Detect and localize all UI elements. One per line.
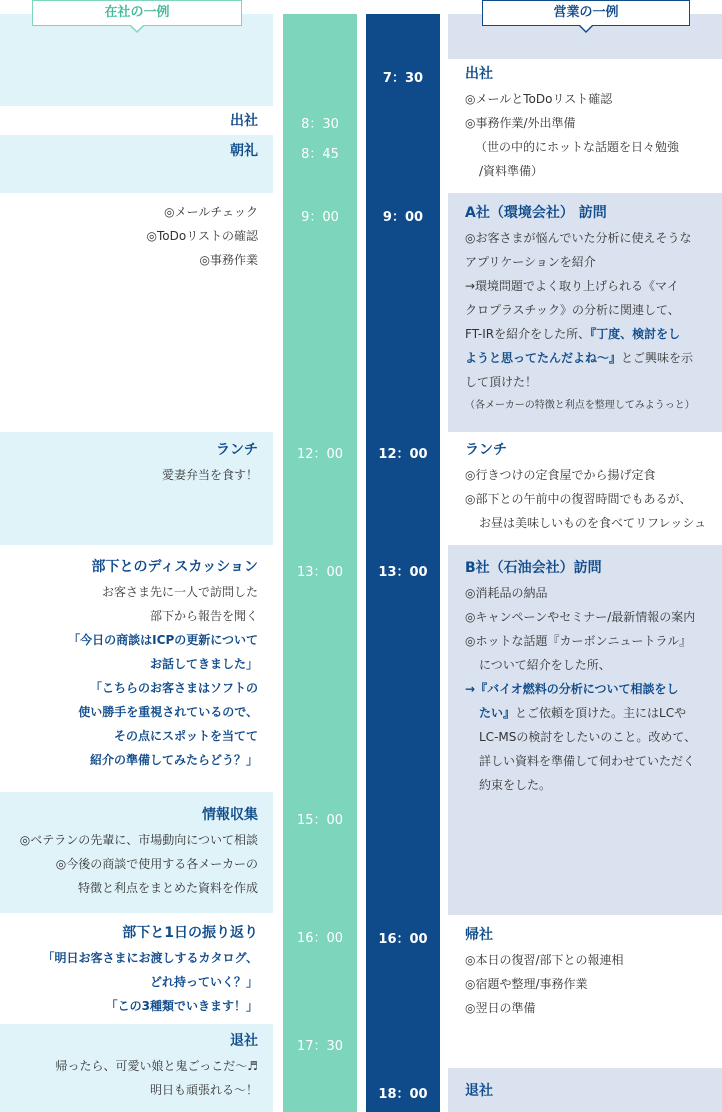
sales-visit-b-line: ◎ホットな話題『カーボンニュートラル』 (465, 634, 692, 648)
sales-return (465, 922, 715, 1020)
sales-visit-b-line: ◎消耗品の納品 (465, 586, 548, 600)
office-lunch-title: ランチ (216, 442, 258, 458)
sales-visit-b (465, 555, 715, 797)
office-discussion-quote: 「今日の商談はICPの更新について (68, 633, 258, 647)
office-task-item: ◎事務作業 (199, 253, 258, 267)
time-office: 12：00 (296, 447, 344, 462)
sales-visit-a-line (465, 322, 715, 346)
sales-arrive-line: ◎事務作業/外出準備 (465, 116, 576, 130)
sales-visit-a-note: （各メーカーの特徴と利点を整理してみようっと） (465, 400, 695, 411)
sales-visit-b-line: 約束をした。 (479, 778, 552, 792)
sales-arrive-title: 出社 (465, 66, 493, 82)
time-office: 15：00 (296, 813, 344, 828)
sales-visit-b-line: LC-MSの検討をしたいのこと。改めて、 (479, 730, 697, 744)
sales-return-line: ◎本日の復習/部下との報連相 (465, 953, 624, 967)
time-sales: 18：00 (378, 1087, 428, 1102)
office-discussion-line: 部下から報告を聞く (149, 609, 258, 623)
office-lunch (162, 437, 258, 487)
office-info-line: 特徴と利点をまとめた資料を作成 (77, 881, 258, 895)
time-office: 13：00 (296, 565, 344, 580)
office-arrive (230, 108, 258, 134)
office-discussion-quote: お話してきました」 (149, 657, 258, 671)
office-discussion-title: 部下とのディスカッション (91, 559, 258, 575)
sales-leave-title: 退社 (465, 1083, 493, 1099)
sales-arrive-sub: （世の中的にホットな話題を日々勉強 (475, 140, 680, 154)
office-task-item: ◎ToDoリストの確認 (146, 229, 258, 243)
time-office: 9：00 (301, 210, 339, 225)
office-leave-line: 帰ったら、可愛い娘と鬼ごっこだ〜♬ (55, 1059, 258, 1073)
office-discussion-quote: 「こちらのお客さまはソフトの (89, 681, 258, 695)
sales-visit-a-line: クロプラスチック》の分析に関連して、 (465, 303, 680, 317)
office-review-quote: 「この3種類でいきます！」 (105, 999, 258, 1013)
sales-lunch-line: ◎行きつけの定食屋でから揚げ定食 (465, 468, 656, 482)
office-info-line: ◎ベテランの先輩に、市場動向について相談 (19, 833, 258, 847)
time-sales: 16：00 (378, 932, 428, 947)
time-office: 16：00 (296, 931, 344, 946)
sales-visit-a-line (465, 346, 715, 370)
time-office: 8：30 (301, 117, 339, 132)
time-sales: 12：00 (378, 447, 428, 462)
sales-visit-b-quote: たい』 (479, 706, 516, 720)
sales-lunch-line: ◎部下との午前中の復習時間でもあるが、 (465, 492, 692, 506)
sales-return-line: ◎翌日の準備 (465, 1001, 536, 1015)
sales-visit-a-text: FT-IRを紹介をした所、 (465, 327, 591, 341)
header-office-example (32, 0, 242, 26)
office-info-line: ◎今後の商談で使用する各メーカーの (55, 857, 258, 871)
office-leave (55, 1028, 258, 1102)
sales-visit-b-sub: について紹介をした所、 (479, 658, 611, 672)
sales-visit-a-quote: ようと思ってたんだよね〜』 (465, 351, 622, 365)
sales-lunch-title: ランチ (465, 442, 507, 458)
sales-visit-b-title: B社（石油会社）訪問 (465, 560, 602, 576)
sales-visit-b-line (465, 701, 715, 725)
sales-leave (465, 1078, 715, 1104)
sales-visit-a-title: A社（環境会社） 訪問 (465, 205, 607, 221)
sales-visit-b-line (465, 677, 715, 701)
office-arrive-title: 出社 (230, 113, 258, 129)
sales-visit-a-line: →環境問題でよく取り上げられる《マイ (465, 279, 679, 293)
sales-visit-a-line: アプリケーションを紹介 (465, 255, 596, 269)
sales-visit-b-text: とご依頼を頂けた。主にはLCや (515, 706, 687, 720)
time-sales: 9：00 (382, 210, 424, 225)
office-discussion-quote: その点にスポットを当てて (113, 729, 258, 743)
time-office: 17：30 (296, 1039, 344, 1054)
office-info (20, 802, 258, 900)
header-sales-label: 営業の一例 (553, 5, 619, 20)
office-review-quote: どれ持っていく？」 (149, 975, 258, 989)
office-discussion (68, 554, 258, 772)
time-office: 8：45 (301, 147, 339, 162)
office-info-title: 情報収集 (202, 807, 258, 823)
sales-arrive-line: ◎メールとToDoリスト確認 (465, 92, 613, 106)
sales-visit-b-line: 詳しい資料を準備して伺わせていただく (479, 754, 696, 768)
office-review (42, 920, 258, 1018)
sales-visit-b-quote: 『バイオ燃料の分析について相談をし (475, 682, 679, 696)
sales-visit-a-line: ◎お客さまが悩んでいた分析に使えそうな (465, 231, 692, 245)
office-discussion-quote: 紹介の準備してみたらどう？」 (89, 753, 258, 767)
header-office-label: 在社の一例 (104, 5, 170, 20)
sales-lunch (465, 437, 715, 535)
office-morning-title: 朝礼 (230, 143, 258, 159)
office-review-quote: 「明日お客さまにお渡しするカタログ、 (42, 951, 258, 965)
office-morning (230, 138, 258, 164)
office-discussion-line: お客さま先に一人で訪問した (101, 585, 258, 599)
time-sales: 7：30 (382, 71, 424, 86)
sales-visit-a-line: して頂けた！ (465, 375, 538, 389)
sales-visit-a (465, 200, 715, 418)
office-lunch-text: 愛妻弁当を食す！ (161, 468, 258, 482)
office-task-item: ◎メールチェック (164, 205, 258, 219)
sales-arrive (465, 61, 715, 183)
sales-visit-b-arrow: → (465, 682, 476, 696)
office-review-title: 部下と1日の振り返り (122, 925, 258, 941)
header-sales-example (482, 0, 690, 26)
office-leave-title: 退社 (230, 1033, 258, 1049)
sales-arrive-sub: /資料準備） (479, 164, 544, 178)
office-discussion-quote: 使い勝手を重視されているので、 (78, 705, 258, 719)
sales-visit-a-quote: 『丁度、検討をし (590, 327, 681, 341)
time-sales: 13：00 (378, 565, 428, 580)
sales-return-line: ◎宿題や整理/事務作業 (465, 977, 588, 991)
sales-return-title: 帰社 (465, 927, 493, 943)
sales-lunch-sub: お昼は美味しいものを食べてリフレッシュ (479, 516, 707, 530)
sales-visit-b-line: ◎キャンペーンやセミナー/最新情報の案内 (465, 610, 696, 624)
office-9am-tasks (147, 200, 258, 272)
office-leave-line: 明日も頑張れる〜！ (149, 1083, 258, 1097)
sales-visit-a-text: とご興味を示 (621, 351, 694, 365)
